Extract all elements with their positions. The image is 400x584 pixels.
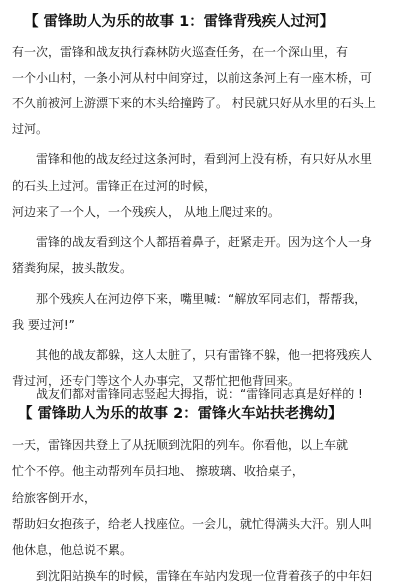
story-2-line: 忙个不停。他主动帮列车员扫地、 擦玻璃、收拾桌子，: [12, 464, 304, 478]
story-1-line: 的石头上过河。雷锋正在过河的时候，: [12, 179, 217, 193]
story-1-line: 河边来了一个人，一个残疾人， 从地上爬过来的。: [12, 205, 280, 219]
story-1-line: 有一次，雷锋和战友执行森林防火巡查任务，在一个深山里，有: [12, 45, 349, 59]
story-1-line: 那个残疾人在河边停下来，嘴里喊：“解放军同志们，帮帮我，: [36, 292, 367, 306]
story-1-line: 不久前被河上游漂下来的木头给撞跨了。 村民就只好从水里的石头上: [12, 96, 376, 110]
story-1-line: 背过河，还专门等这个人办事完，又帮忙把他背回来。: [12, 374, 301, 388]
story-1-line: 一个小山村，一条小河从村中间穿过，以前这条河上有一座木桥，可: [12, 71, 373, 85]
story-1-line: 我 要过河!”: [12, 318, 75, 332]
story-2-line: 一天，雷锋因共登上了从抚顺到沈阳的列车。你看他，以上车就: [12, 438, 349, 452]
story-1-heading: 【 雷锋助人为乐的故事 1：雷锋背残疾人过河】: [24, 14, 335, 30]
story-2-line: 帮助妇女抱孩子，给老人找座位。一会儿，就忙得满头大汗。别人叫: [12, 517, 373, 531]
story-2-heading: 【 雷锋助人为乐的故事 2：雷锋火车站扶老携幼】: [18, 406, 343, 422]
story-2-line: 他休息，他总说不累。: [12, 543, 133, 557]
story-1-line: 雷锋和他的战友经过这条河时，看到河上没有桥，有只好从水里: [36, 152, 373, 166]
story-1-line: 猪粪狗屎，披头散发。: [12, 261, 133, 275]
story-1-line: 雷锋的战友看到这个人都捂着鼻子，赶紧走开。因为这个人一身: [36, 235, 373, 249]
story-2-line: 给旅客倒开水，: [12, 491, 97, 505]
story-1-line: 战友们都对雷锋同志竖起大拇指，说：“雷锋同志真是好样的 !: [36, 387, 363, 401]
story-1-line: 其他的战友都躲，这人太脏了，只有雷锋不躲，他一把将残疾人: [36, 348, 373, 362]
story-1-line: 过河。: [12, 122, 49, 136]
story-2-line: 到沈阳站换车的时候，雷锋在车站内发现一位背着孩子的中年妇: [36, 569, 373, 583]
